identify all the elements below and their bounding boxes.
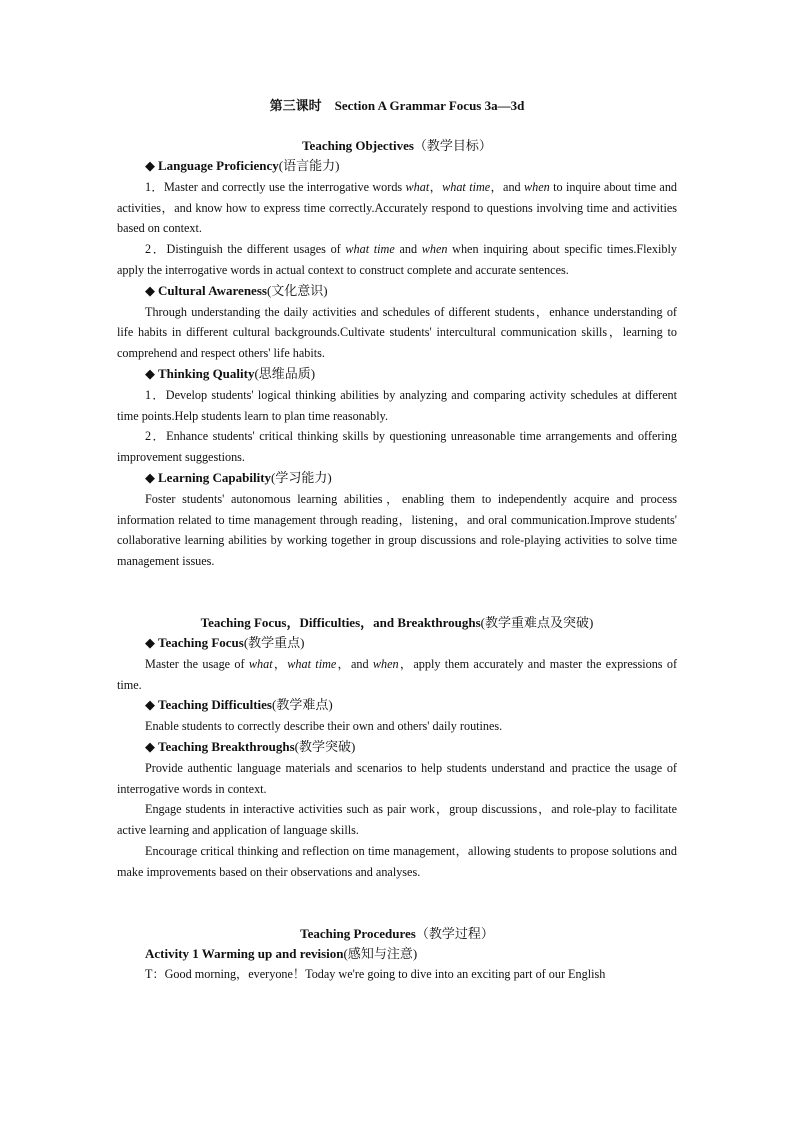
cultural-awareness-title: Cultural Awareness [158,282,267,298]
objectives-heading [117,135,677,156]
thinking-quality-item-1: 1．Develop students' logical thinking abilities by analyzing and comparing activity schedules at different time points.Help students learn to plan time reasonably. [117,387,677,423]
objectives-heading-cn: （教学目标） [413,138,492,153]
focus-heading-text: Teaching Focus，Difficulties，and Breakthroughs [200,614,481,630]
learning-capability-heading [117,468,677,489]
objectives-heading-text: Teaching Objectives [302,138,414,153]
teaching-breakthroughs-title: Teaching Breakthroughs [158,738,295,754]
language-proficiency-item-2: 2．Distinguish the different usages of what time and when when inquiring about specific times.Flexibly apply the interrogative words in actual context to construct complete and accurate sentences. [117,242,677,277]
teaching-focus-paragraph: Master the usage of what，what time，and when，apply them accurately and master the expressions of time. [117,656,678,692]
teaching-focus-title: Teaching Focus [158,634,244,650]
language-proficiency-title-cn: (语言能力) [278,158,340,173]
thinking-quality-item-2: 2．Enhance students' critical thinking skills by questioning unreasonable time arrangements and offering improvement suggestions. [117,429,677,465]
teaching-focus-heading [117,633,677,654]
teaching-breakthroughs-paragraph-2: Engage students in interactive activities such as pair work，group discussions，and role-play to facilitate active learning and application of language skills. [117,802,677,838]
teaching-breakthroughs-heading [117,737,677,758]
procedures-heading-cn: （教学过程） [415,925,494,941]
thinking-quality-heading [117,364,677,385]
diamond-bullet-icon: ◆ [145,469,155,485]
document-title: 第三课时 Section A Grammar Focus 3a—3d [269,98,525,113]
focus-heading-cn: (教学重难点及突破) [480,614,594,630]
teacher-line: T：Good morning，everyone！Today we're going to dive into an exciting part of our English [145,967,606,982]
focus-heading [117,612,677,633]
learning-capability-title: Learning Capability [158,469,272,485]
teaching-breakthroughs-paragraph-1: Provide authentic language materials and scenarios to help students understand and practice the usage of interrogative words in context. [117,760,677,796]
document-page [117,95,677,985]
diamond-bullet-icon: ◆ [145,738,155,754]
learning-capability-title-cn: (学习能力) [271,469,332,485]
cultural-awareness-paragraph: Through understanding the daily activities and schedules of different students，enhance understanding of life habits in different cultural backgrounds.Cultivate students' intercultural communication skills，learning to comprehend and respect others' life habits. [117,304,677,361]
language-proficiency-item-1: 1．Master and correctly use the interrogative words what，what time，and when to inquire about time and activities，and know how to express time correctly.Accurately respond to questions involving time and activities based on context. [117,179,678,236]
activity-1-title: Activity 1 Warming up and revision [145,945,344,961]
diamond-bullet-icon: ◆ [145,365,155,381]
cultural-awareness-title-cn: (文化意识) [266,282,328,298]
teaching-difficulties-heading [117,695,677,716]
diamond-bullet-icon: ◆ [145,697,155,713]
activity-1-title-cn: (感知与注意) [343,945,418,961]
activity-1-heading [117,944,677,965]
teaching-difficulties-title-cn: (教学难点) [272,697,333,713]
teaching-breakthroughs-paragraph-3: Encourage critical thinking and reflection on time management，allowing students to propose solutions and make improvements based on their observations and analyses. [117,843,677,879]
thinking-quality-title-cn: (思维品质) [254,365,316,381]
diamond-bullet-icon: ◆ [145,282,155,298]
diamond-bullet-icon: ◆ [145,158,155,173]
learning-capability-paragraph: Foster students' autonomous learning abilities，enabling them to independently acquire and process information related to time management through reading，listening，and oral communication.Improve students' collaborative learning abilities by working together in group discussions and role-playing activities to solve time management issues. [117,491,677,569]
procedures-heading [117,923,677,944]
teaching-difficulties-title: Teaching Difficulties [158,697,272,713]
cultural-awareness-heading [117,281,677,302]
language-proficiency-heading [117,156,677,177]
procedures-heading-text: Teaching Procedures [300,925,416,941]
teaching-focus-title-cn: (教学重点) [243,634,305,650]
diamond-bullet-icon: ◆ [145,634,155,650]
teaching-difficulties-paragraph: Enable students to correctly describe their own and others' daily routines. [145,719,503,734]
teaching-breakthroughs-title-cn: (教学突破) [294,738,356,754]
language-proficiency-title: Language Proficiency [158,158,279,173]
thinking-quality-title: Thinking Quality [158,365,255,381]
